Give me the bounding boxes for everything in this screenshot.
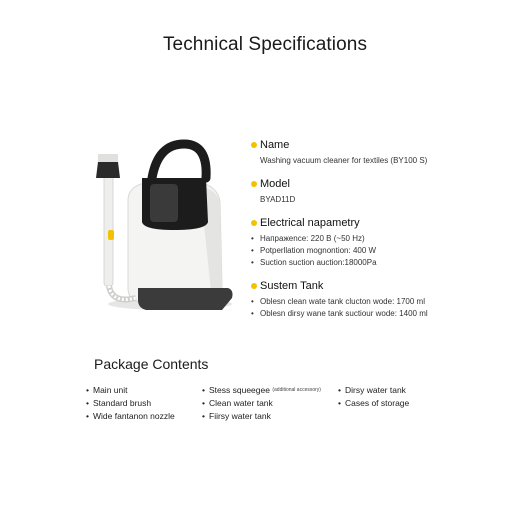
accessory-note: (additional accessory) [272, 387, 321, 393]
spec-heading: Electrical napametry [260, 217, 360, 229]
package-item: • Main unit [86, 385, 128, 395]
vacuum-cleaner-image [88, 138, 238, 318]
spec-item: • Suction suction auction:18000Pa [251, 258, 377, 267]
package-item: • Clean water tank [202, 398, 273, 408]
spec-value: Washing vacuum cleaner for textiles (BY100 S) [260, 156, 428, 165]
package-column-1 [86, 384, 175, 423]
spec-electrical [251, 216, 526, 269]
spec-item: • Potperllation mognontion: 400 W [251, 246, 377, 255]
spec-name [251, 138, 526, 167]
spec-heading: Sustem Tank [260, 280, 324, 292]
dot-icon [251, 142, 257, 148]
spec-value: BYAD11D [260, 195, 296, 204]
package-column-3 [338, 384, 409, 410]
package-item: • Stess squeegee $^{(additional accessory)}$ [202, 385, 321, 395]
package-item: • Standard brush [86, 398, 152, 408]
package-item: • Wide fantanon nozzle [86, 411, 175, 421]
spec-tank [251, 279, 526, 320]
package-column-2 [202, 384, 321, 423]
spec-model [251, 177, 526, 206]
dot-icon [251, 181, 257, 187]
package-contents-title: Package Contents [94, 356, 209, 372]
dot-icon [251, 283, 257, 289]
spec-heading: Name [260, 139, 290, 151]
package-item: • Fiirsy water tank [202, 411, 271, 421]
page-title: Technical Specifications [162, 34, 368, 55]
dot-icon [251, 220, 257, 226]
spec-heading: Model [260, 178, 290, 190]
spec-item: • Oblesn clean wate tank clucton wode: 1700 ml [251, 297, 425, 306]
spec-item: • Напрaжеnce: 220 B (~50 Hz) [251, 234, 365, 243]
package-item: • Cases of storage [338, 398, 410, 408]
spec-item: • Oblesn dirsy wane tank suctiour wode: 1400 ml [251, 309, 428, 318]
specifications-list [251, 138, 526, 330]
package-item: • Dirsy water tank [338, 385, 406, 395]
